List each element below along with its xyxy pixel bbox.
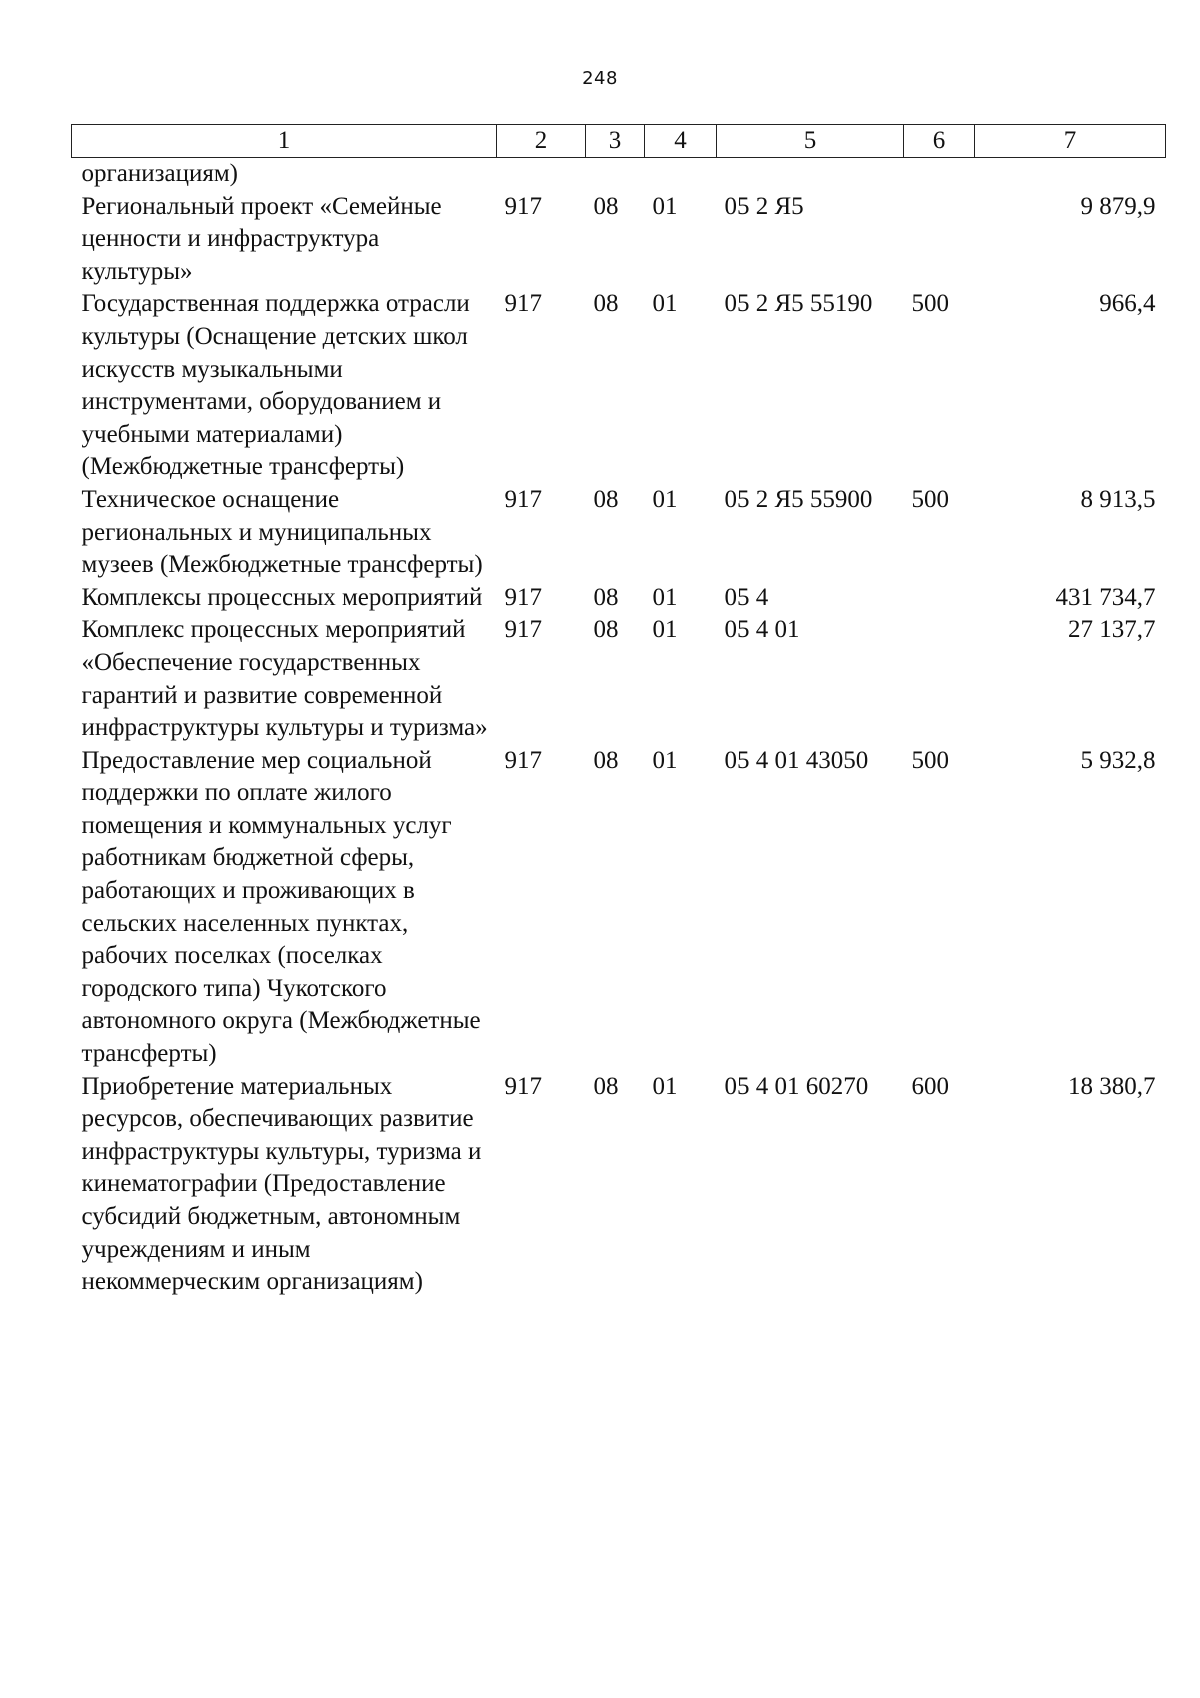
row-target: 05 4 <box>724 583 769 611</box>
row-section <box>586 158 645 191</box>
row-ministry: 917 <box>504 192 542 220</box>
row-expense-type: 500 <box>911 746 949 774</box>
row-subsection <box>645 158 717 191</box>
row-expense-type: 600 <box>911 1072 949 1100</box>
row-expense-type <box>904 614 975 744</box>
row-ministry: 917 <box>504 485 542 513</box>
row-name: Комплексы процессных мероприятий <box>81 583 483 611</box>
row-target <box>717 158 904 191</box>
row-subsection: 01 <box>652 616 678 644</box>
row-name: Предоставление мер социальной поддержки по оплате жилого помещения и коммунальных услуг работникам бюджетной сферы, работающих и проживающих в сельских населенных пунктах, рабочих поселках (поселках городского типа) Чукотского автономного округа (Межбюджетные трансферты) <box>81 746 481 1068</box>
row-ministry: 917 <box>504 290 542 318</box>
row-name: Государственная поддержка отрасли культуры (Оснащение детских школ искусств музыкальными инструментами, оборудованием и учебными материалами) (Межбюджетные трансферты) <box>81 290 470 481</box>
table-row <box>72 614 1166 744</box>
row-expense-type: 500 <box>911 485 949 513</box>
column-header-3: 3 <box>586 125 645 158</box>
column-header-1: 1 <box>72 125 497 158</box>
row-subsection: 01 <box>652 746 678 774</box>
table-row <box>72 582 1166 615</box>
column-header-6: 6 <box>904 125 975 158</box>
row-amount: 966,4 <box>1099 290 1156 318</box>
budget-table <box>71 124 1166 1299</box>
row-target: 05 2 Я5 55190 <box>724 290 873 318</box>
row-amount: 9 879,9 <box>1080 192 1156 220</box>
row-subsection: 01 <box>652 192 678 220</box>
row-target: 05 4 01 60270 <box>724 1072 869 1100</box>
row-target: 05 2 Я5 55900 <box>724 485 873 513</box>
row-amount: 5 932,8 <box>1080 746 1156 774</box>
row-ministry: 917 <box>504 616 542 644</box>
row-amount: 8 913,5 <box>1080 485 1156 513</box>
row-section: 08 <box>593 616 619 644</box>
table-row <box>72 158 1166 191</box>
table-header <box>72 125 1166 158</box>
row-name: организациям) <box>81 160 238 187</box>
row-section: 08 <box>593 290 619 318</box>
row-ministry: 917 <box>504 746 542 774</box>
row-subsection: 01 <box>652 485 678 513</box>
column-header-7: 7 <box>975 125 1166 158</box>
row-target: 05 2 Я5 <box>724 192 804 220</box>
table-row <box>72 191 1166 289</box>
row-name: Комплекс процессных мероприятий «Обеспечение государственных гарантий и развитие современной инфраструктуры культуры и туризма» <box>81 616 488 742</box>
row-amount: 431 734,7 <box>1055 583 1156 611</box>
row-amount <box>975 158 1166 191</box>
column-header-4: 4 <box>645 125 717 158</box>
row-name: Региональный проект «Семейные ценности и инфраструктура культуры» <box>81 192 442 285</box>
row-subsection: 01 <box>652 290 678 318</box>
row-expense-type: 500 <box>911 290 949 318</box>
row-ministry: 917 <box>504 1072 542 1100</box>
row-section: 08 <box>593 192 619 220</box>
column-header-2: 2 <box>497 125 586 158</box>
table-body <box>72 158 1166 1299</box>
row-section: 08 <box>593 746 619 774</box>
header-row <box>72 125 1166 158</box>
row-target: 05 4 01 <box>724 616 800 644</box>
table-row <box>72 288 1166 484</box>
row-ministry: 917 <box>504 583 542 611</box>
row-section: 08 <box>593 583 619 611</box>
table-row <box>72 745 1166 1071</box>
page-number: 248 <box>582 68 618 89</box>
column-header-5: 5 <box>717 125 904 158</box>
row-subsection: 01 <box>652 1072 678 1100</box>
row-name: Приобретение материальных ресурсов, обеспечивающих развитие инфраструктуры культуры, туризма и кинематографии (Предоставление субсидий бюджетным, автономным учреждениям и иным некоммерческим организациям) <box>81 1072 482 1296</box>
row-expense-type <box>904 158 975 191</box>
row-section: 08 <box>593 1072 619 1100</box>
table-row <box>72 1071 1166 1299</box>
row-ministry <box>497 158 586 191</box>
row-amount: 18 380,7 <box>1068 1072 1156 1100</box>
row-target: 05 4 01 43050 <box>724 746 869 774</box>
row-name: Техническое оснащение региональных и муниципальных музеев (Межбюджетные трансферты) <box>81 485 483 579</box>
row-section: 08 <box>593 485 619 513</box>
row-amount: 27 137,7 <box>1068 616 1156 644</box>
row-expense-type <box>904 582 975 615</box>
row-expense-type <box>904 191 975 289</box>
table-row <box>72 484 1166 582</box>
row-subsection: 01 <box>652 583 678 611</box>
